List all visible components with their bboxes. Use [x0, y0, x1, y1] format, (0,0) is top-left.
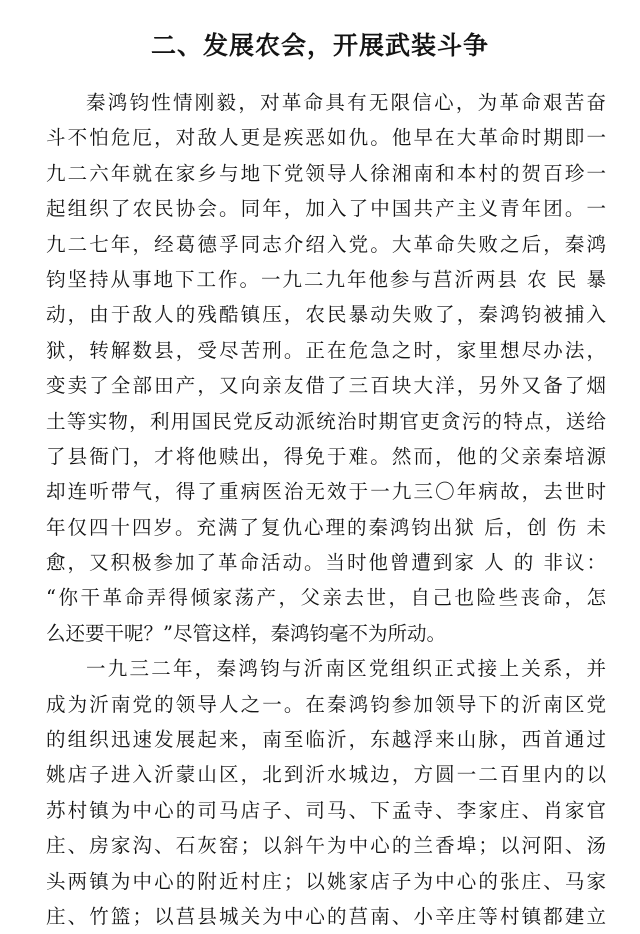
paragraph-2: [46, 651, 606, 934]
text-line: 庄、竹篮；以莒县城关为中心的莒南、小辛庄等村镇都建立: [46, 904, 606, 928]
text-line: 狱，转解数县，受尽苦刑。正在危急之时，家里想尽办法，: [46, 338, 606, 362]
text-line: 九二六年就在家乡与地下党领导人徐湘南和本村的贺百珍一: [46, 161, 606, 185]
text-line: 年仅四十四岁。充满了复仇心理的秦鸿钧出狱 后，创 伤 未: [46, 515, 606, 539]
text-line: 苏村镇为中心的司马店子、司马、下孟寺、李家庄、肖家官: [46, 798, 606, 822]
page-title: 二、发展农会，开展武装斗争: [150, 31, 489, 60]
text-line: 的组织迅速发展起来，南至临沂，东越浮来山脉，西首通过: [46, 728, 606, 752]
text-line: 了县衙门，才将他赎出，得免于难。然而，他的父亲秦培源: [46, 444, 606, 468]
text-line: 愈，又积极参加了革命活动。当时他曾遭到家 人 的 非议：: [46, 551, 606, 575]
text-line: 一九三二年，秦鸿钧与沂南区党组织正式接上关系，并: [86, 657, 606, 681]
text-line: “你干革命弄得倾家荡产，父亲去世，自己也险些丧命，怎: [46, 586, 606, 610]
text-line: 九二七年，经葛德孚同志介绍入党。大革命失败之后，秦鸿: [46, 232, 606, 256]
text-line: 秦鸿钧性情刚毅，对革命具有无限信心，为革命艰苦奋: [86, 91, 606, 114]
text-line: 成为沂南党的领导人之一。在秦鸿钧参加领导下的沂南区党: [46, 692, 606, 716]
body-text: [46, 85, 606, 934]
text-line: 庄、房家沟、石灰窑；以斜午为中心的兰香埠；以河阳、汤: [46, 834, 606, 858]
paragraph-1: [46, 85, 606, 651]
text-line: 姚店子进入沂蒙山区，北到沂水城边，方圆一二百里内的以: [46, 763, 606, 787]
text-line: 土等实物，利用国民党反动派统治时期官吏贪污的特点，送给: [46, 409, 606, 433]
text-line: 头两镇为中心的附近村庄；以姚家店子为中心的张庄、马家: [46, 869, 606, 893]
text-line: 变卖了全部田产，又向亲友借了三百块大洋，另外又备了烟: [46, 374, 606, 398]
text-line: 却连听带气，得了重病医治无效于一九三〇年病故，去世时: [46, 480, 606, 504]
text-line: 动，由于敌人的残酷镇压，农民暴动失败了，秦鸿钧被捕入: [46, 303, 606, 327]
text-line: 钧坚持从事地下工作。一九二九年他参与莒沂两县 农 民 暴: [46, 267, 606, 291]
text-line: 起组织了农民协会。同年，加入了中国共产主义青年团。一: [46, 197, 606, 221]
text-line: 斗不怕危厄，对敌人更是疾恶如仇。他早在大革命时期即一: [46, 126, 606, 150]
text-line: 么还要干呢？”尽管这样，秦鸿钧毫不为所动。: [46, 621, 446, 645]
